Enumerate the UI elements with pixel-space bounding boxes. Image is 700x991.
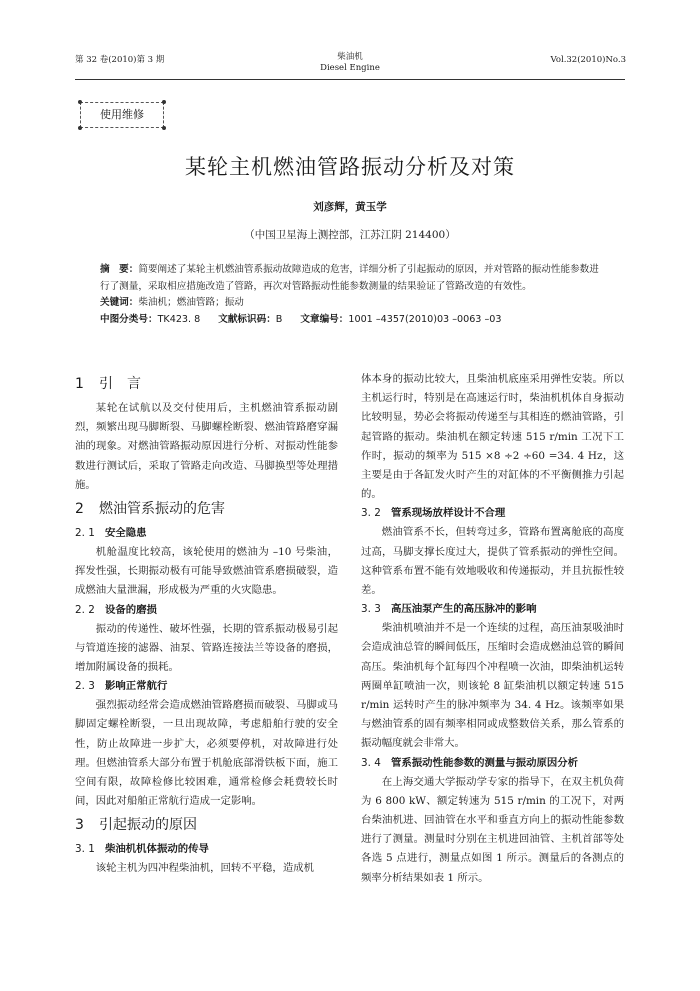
corner-dot-icon: [162, 126, 166, 130]
article-no-label: 文章编号：: [300, 313, 349, 325]
journal-name-en: Diesel Engine: [320, 63, 380, 73]
paragraph: 强烈振动经常会造成燃油管路磨损而破裂、马脚或马脚固定螺栓断裂，一旦出现故障，考虑船舶行驶的安全性，防止故障进一步扩大，必须要停机，对故障进行处理。但燃油管系大部分布置于机舱底部滑铁板下面，施工空间有限，故障检修比较困难，通常检修会耗费较长时间，因此对船舶正常航行造成一定影响。: [75, 699, 338, 808]
paragraph: 燃油管系不长，但转弯过多，管路布置离舱底的高度过高，马脚支撑长度过大，提供了管系振动的弹性空间。这种管系布置不能有效地吸收和传递振动，并且抗振性较差。: [361, 526, 624, 597]
paragraph: 某轮在试航以及交付使用后，主机燃油管系振动剧烈，频繁出现马脚断裂、马脚螺栓断裂、燃油管路磨穿漏油的现象。对燃油管路振动原因进行分析、对振动性能参数进行测试后，采取了管路走向改造、马脚换型等处理措施。: [75, 402, 338, 491]
section-title: 引 言: [99, 376, 141, 392]
classification-line: [100, 312, 606, 329]
section-heading-1: [75, 373, 338, 395]
corner-dot-icon: [162, 100, 166, 104]
section-number: 3: [75, 817, 84, 834]
subsection-title: 管系振动性能参数的测量与振动原因分析: [391, 756, 579, 769]
journal-name-cn: 柴油机: [337, 52, 363, 62]
paper-title: 某轮主机燃油管路振动分析及对策: [185, 155, 515, 179]
section-number: 1: [75, 376, 84, 392]
journal-volume-issue: 第 32 卷(2010)第 3 期: [75, 55, 165, 65]
clc-label: 中图分类号：: [100, 313, 158, 325]
section-number: 2: [75, 501, 84, 518]
subsection-number: 3. 1: [75, 843, 95, 856]
subsection-title: 高压油泵产生的高压脉冲的影响: [391, 603, 537, 616]
doc-code-value: B: [275, 313, 283, 325]
doc-code-label: 文献标识码：: [218, 313, 276, 325]
section-heading-3: [75, 814, 338, 836]
column-tag-label: 使用维修: [100, 108, 144, 121]
subsection-title: 柴油机机体振动的传导: [105, 843, 209, 856]
subsection-number: 2. 1: [75, 527, 95, 540]
paragraph: 柴油机喷油并不是一个连续的过程，高压油泵吸油时会造成油总管的瞬间低压，压缩时会造成燃油总管的瞬间高压。柴油机每个缸每四个冲程喷一次油，即柴油机运转两圈单缸喷油一次，则该轮 8 缸柴油机以额定转速 515 r/min 运转时产生的脉冲频率为 34. 4 Hz。该频率如果与燃油管系的固有频率相同或成整数倍关系，那么管系的振动幅度就会非常大。: [361, 622, 624, 750]
clc-value: TK423. 8: [157, 313, 201, 325]
abstract: [100, 262, 606, 295]
paper-authors: 刘彦辉，黄玉学: [313, 201, 387, 213]
paper-affiliation: （中国卫星海上测控部，江苏江阴 214400）: [244, 229, 456, 241]
left-column: [75, 370, 338, 879]
subsection-title: 安全隐患: [105, 527, 147, 540]
subsection-title: 影响正常航行: [105, 680, 168, 693]
journal-volume-issue-en: Vol.32(2010)No.3: [550, 55, 626, 65]
keywords: [100, 295, 606, 312]
corner-dot-icon: [78, 126, 82, 130]
subsection-heading-3-4: [361, 754, 624, 773]
paragraph: 在上海交通大学振动学专家的指导下，在双主机负荷为 6 800 kW、额定转速为 515 r/min 的工况下，对两台柴油机进、回油管在水平和垂直方向上的振动性能参数进行了测量。测量时分别在主机进回油管、主机首部等处各选 5 点进行，测量点如图 1 所示。测量后的各测点的频率分析结果如表 1 所示。: [361, 775, 624, 884]
paragraph: 振动的传递性、破坏性强，长期的管系振动极易引起与管道连接的滤器、油泵、管路连接法兰等设备的磨损，增加附属设备的损耗。: [75, 622, 338, 674]
subsection-heading-2-2: [75, 601, 338, 620]
subsection-heading-2-1: [75, 524, 338, 543]
subsection-title: 设备的磨损: [105, 603, 157, 616]
right-column: [361, 370, 624, 888]
abstract-block: [100, 262, 606, 328]
keywords-label: 关键词：: [100, 297, 139, 308]
section-title: 引起振动的原因: [99, 817, 197, 834]
article-no-value: 1001 –4357(2010)03 –0063 –03: [348, 313, 502, 325]
subsection-number: 2. 3: [75, 680, 95, 693]
corner-dot-icon: [78, 100, 82, 104]
paragraph: 体本身的振动比较大，且柴油机底座采用弹性安装。所以主机运行时，特别是在高速运行时，柴油机机体自身振动比较明显，势必会将振动传递至与其相连的燃油管路，引起管路的振动。柴油机在额定转速 515 r/min 工况下工作时，振动的频率为 515 ×8 ÷2 ÷60 =34. 4 Hz，这主要是由于各缸发火时产生的对缸体的不平衡侧推力引起的。: [361, 373, 624, 501]
abstract-label: 摘 要：: [100, 264, 139, 275]
keywords-text: 柴油机；燃油管路；振动: [138, 297, 244, 308]
subsection-number: 3. 4: [361, 756, 381, 769]
subsection-heading-3-3: [361, 600, 624, 619]
column-tag-box: [80, 102, 164, 128]
subsection-heading-2-3: [75, 677, 338, 696]
paragraph: 机舱温度比较高，该轮使用的燃油为 –10 号柴油，挥发性强，长期振动极有可能导致燃油管系磨损破裂，造成燃油大量泄漏，形成极为严重的火灾隐患。: [75, 546, 338, 597]
subsection-number: 2. 2: [75, 603, 95, 616]
subsection-number: 3. 2: [361, 507, 381, 520]
abstract-text: 简要阐述了某轮主机燃油管系振动故障造成的危害，详细分析了引起振动的原因，并对管路的振动性能参数进行了测量，采取相应措施改造了管路，再次对管路振动性能参数测量的结果验证了管路改造的有效性。: [100, 264, 599, 292]
subsection-heading-3-1: [75, 840, 338, 859]
subsection-number: 3. 3: [361, 603, 381, 616]
header-rule: [75, 79, 625, 80]
section-heading-2: [75, 498, 338, 520]
subsection-heading-3-2: [361, 504, 624, 523]
subsection-title: 管系现场放样设计不合理: [391, 507, 506, 520]
section-title: 燃油管系振动的危害: [99, 501, 225, 518]
paragraph: 该轮主机为四冲程柴油机，回转不平稳，造成机: [95, 862, 314, 875]
